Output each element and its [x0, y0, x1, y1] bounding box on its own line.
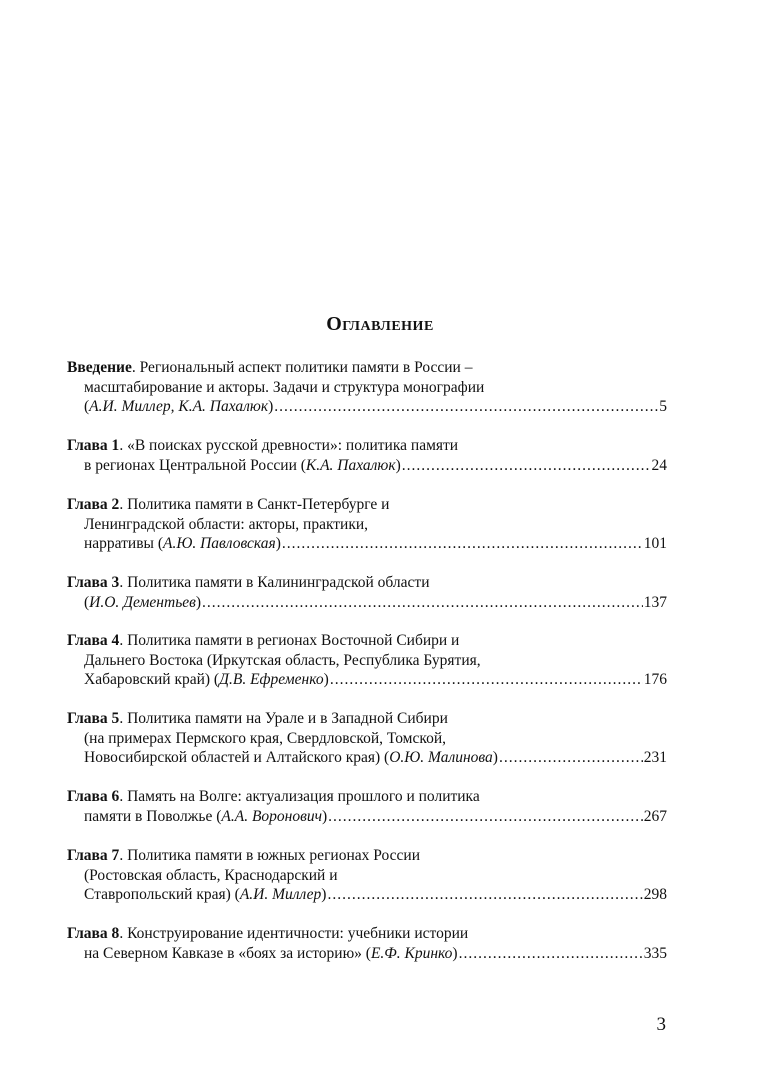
toc-entry-suffix: ) — [395, 456, 401, 474]
toc-entry-label: Глава 5 — [67, 710, 120, 727]
toc-entry-chapter-5 — [67, 709, 667, 768]
toc-entry-chapter-1 — [67, 436, 667, 475]
toc-entry-line — [67, 709, 667, 729]
toc-entry-leader-line — [67, 456, 667, 476]
toc-entry-label: Глава 2 — [67, 496, 120, 513]
toc-entry-leader-line — [67, 807, 667, 827]
toc-entry-title-cont: (на примерах Пермского края, Свердловской, Томской, — [84, 729, 447, 747]
toc-entry-authors: Е.Ф. Кринко — [370, 944, 453, 962]
toc-entry-authors: И.О. Дементьев — [89, 593, 196, 611]
toc-entry-title-cont: Дальнего Востока (Иркутская область, Республика Бурятия, — [84, 651, 481, 669]
toc-entry-chapter-6 — [67, 787, 667, 826]
toc-entry-suffix: ) — [275, 535, 281, 552]
toc-entry-title: . Память на Волге: актуализация прошлого и политика — [119, 788, 480, 805]
toc-entry-title: . Региональный аспект политики памяти в России – — [131, 359, 473, 376]
toc-entry-authors: А.А. Воронович — [221, 807, 322, 825]
toc-entry-leader-line — [67, 534, 667, 554]
toc-entry-title: . «В поисках русской древности»: политика памяти — [119, 437, 459, 454]
toc-entry-page: 335 — [643, 944, 667, 962]
toc-dot-leader — [328, 807, 643, 827]
toc-entry-prefix: Хабаровский край) ( — [84, 671, 220, 688]
toc-entry-prefix: ( — [84, 398, 90, 415]
toc-entry-label: Глава 3 — [67, 574, 120, 591]
toc-entry-line — [67, 631, 667, 651]
toc-entry-leader-line — [67, 593, 667, 613]
toc-entry-title: . Политика памяти в Санкт-Петербурге и — [119, 496, 390, 513]
toc-entry-page: 176 — [643, 671, 667, 688]
toc-entry-label: Глава 7 — [67, 847, 120, 864]
toc-entry-leader-line — [67, 397, 667, 417]
toc-entry-label: Глава 8 — [67, 925, 120, 942]
toc-entry-prefix: в регионах Центральной России ( — [84, 456, 306, 474]
toc-entry-leader-line — [67, 885, 667, 905]
toc-dot-leader — [282, 534, 643, 554]
toc-entry-suffix: ) — [321, 807, 328, 825]
toc-entry-prefix: памяти в Поволжье ( — [84, 807, 222, 825]
toc-entry-suffix: ) — [323, 671, 329, 688]
toc-entry-page: 5 — [659, 398, 667, 415]
toc-entry-label: Глава 6 — [67, 788, 120, 805]
toc-entry-line — [67, 846, 667, 866]
toc-entry-suffix: ) — [492, 749, 498, 766]
toc-entry-title: . Политика памяти на Урале и в Западной Сибири — [119, 710, 448, 727]
toc-entry-label: Глава 1 — [67, 437, 120, 454]
toc-entry-label: Введение — [67, 359, 132, 376]
toc-entry-suffix: ) — [268, 398, 274, 415]
toc-entry-authors: А.Ю. Павловская — [163, 535, 276, 552]
toc-entry-chapter-3 — [67, 573, 667, 612]
toc-entry-title-cont: масштабирование и акторы. Задачи и структура монографии — [84, 378, 485, 396]
toc-entry-title: . Конструирование идентичности: учебники истории — [119, 925, 469, 942]
toc-dot-leader — [459, 944, 643, 964]
toc-entry-suffix: ) — [195, 593, 202, 611]
toc-entry-introduction — [67, 358, 667, 417]
toc-entry-chapter-4 — [67, 631, 667, 690]
toc-entry-line — [67, 436, 667, 456]
toc-entry-title: . Политика памяти в южных регионах России — [119, 847, 420, 864]
toc-entry-leader-line — [67, 670, 667, 690]
toc-entry-leader-line — [67, 748, 667, 768]
toc-entry-chapter-7 — [67, 846, 667, 905]
toc-entry-line — [67, 358, 667, 378]
toc-dot-leader — [274, 397, 658, 417]
toc-entry-title: . Политика памяти в Калининградской области — [119, 574, 430, 591]
toc-entry-authors: О.Ю. Малинова — [389, 749, 493, 766]
toc-dot-leader — [330, 670, 643, 690]
toc-entry-authors: А.И. Миллер, К.А. Пахалюк — [89, 398, 269, 415]
page-number: 3 — [656, 1014, 666, 1035]
toc-entry-chapter-8 — [67, 924, 667, 963]
toc-entry-authors: А.И. Миллер — [239, 886, 322, 903]
toc-entry-line — [67, 495, 667, 515]
toc-entry-page: 137 — [643, 593, 667, 611]
toc-dot-leader — [499, 748, 643, 768]
toc-entry-title: . Политика памяти в регионах Восточной Сибири и — [119, 632, 460, 649]
toc-entry-page: 24 — [651, 456, 667, 474]
toc-entry-chapter-2 — [67, 495, 667, 554]
toc-entry-title-cont: (Ростовская область, Краснодарский и — [84, 866, 338, 884]
toc-entry-prefix: Ставропольский края) ( — [84, 886, 240, 903]
toc-entry-authors: Д.В. Ефременко — [219, 671, 324, 688]
toc-entry-authors: К.А. Пахалюк — [305, 456, 396, 474]
toc-entry-leader-line — [67, 944, 667, 964]
toc-entry-prefix: ( — [84, 593, 90, 611]
toc-entry-page: 101 — [643, 535, 667, 552]
toc-entry-title-cont: Ленинградской области: акторы, практики, — [84, 515, 369, 533]
toc-entry-prefix: Новосибирской областей и Алтайского края) ( — [84, 749, 390, 766]
toc-title: Оглавление — [326, 313, 434, 335]
toc-dot-leader — [402, 456, 651, 476]
toc-entry-prefix: на Северном Кавказе в «боях за историю» ( — [84, 944, 371, 962]
toc-dot-leader — [202, 593, 643, 613]
toc-entry-suffix: ) — [321, 886, 327, 903]
toc-entry-page: 298 — [643, 886, 667, 903]
toc-dot-leader — [327, 885, 642, 905]
toc-entry-page: 267 — [643, 807, 667, 825]
toc-entry-prefix: нарративы ( — [84, 535, 163, 552]
toc-entry-suffix: ) — [452, 944, 458, 962]
toc-entry-label: Глава 4 — [67, 632, 120, 649]
toc-entry-line — [67, 787, 667, 807]
toc-entry-line — [67, 573, 667, 593]
toc-entry-line — [67, 924, 667, 944]
toc-entry-page: 231 — [643, 749, 667, 766]
